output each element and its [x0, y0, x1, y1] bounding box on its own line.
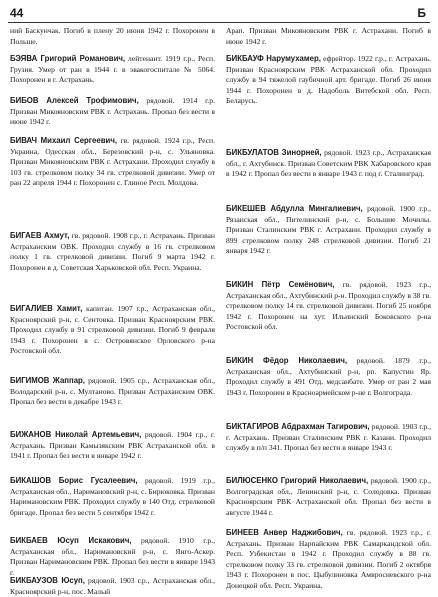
entry [10, 576, 215, 597]
entry-text: рядовой. 1905 г.р., Астраханская обл., Володарский р-н, с. Мултаново. Призван Астраханским ОВК. Пропал без вести в декабре 1943 г. [10, 376, 215, 407]
entry [226, 280, 431, 333]
entry-name: БИГАЛИЕВ Хамит, [10, 304, 83, 313]
entry-text: капитан. 1907 г.р., Астраханская обл., Красноярский р-н, с. Сентовка. Призван Красноярским РВК. Проходил службу в 91 стрелковой дивизии. Погиб 9 февраля 1943 г. Похоронен в с. Островянское Орловского р-на Ростовской обл. [10, 304, 215, 356]
section-letter: Б [417, 6, 426, 20]
entry-name: БИВАЧ Михаил Сергеевич, [10, 136, 118, 145]
entry [10, 430, 215, 462]
entry [10, 136, 215, 189]
entry-text: рядовой. 1914 г.р. Призван Микояновским РВК г. Астрахань. Пропал без вести в июне 1942 г. [10, 96, 215, 127]
entry-name: БИКИН Фёдор Николаевич, [226, 356, 348, 365]
entry-text: рядовой. 1910 г.р., Астраханская обл., Наримановский р-н, с. Янго-Аскер. Призван Наримановским РВК. Пропал без вести в январе 1943 г. [10, 536, 215, 577]
entry-text: Арап. Призван Микояновским РВК г. Астрахани. Погиб в июне 1942 г. [226, 26, 431, 46]
entry-text: рядовой. 1919 г.р., Астраханская обл., Наримановский р-н, с. Бирюковка. Призван Наримановским РВК. Проходил службу в 140 Отд. стрелковой бригаде. Пропал без вести 5 сентября 1942 г. [10, 476, 215, 517]
entry [10, 96, 215, 128]
entry [10, 54, 215, 86]
entry [10, 536, 215, 578]
entry-text: гв. рядовой. 1923 г.р., г. Астрахань. Призван Нарпайским РВК Самаркандской обл. Респ. Узбекистан в 1942 г. Проходил службу в 88 гв. стрелковом полку 33 гв. стрелковой дивизии. Погиб 2 октября 1943 г. Похоронен в пос. Цыбулиновка Амвросиевского р-на Донецкой обл. Респ. Украина. [226, 528, 431, 590]
entry [10, 231, 215, 273]
entry [226, 528, 431, 592]
entry [226, 422, 431, 454]
entry-text: рядовой. 1903 г.р., г. Астрахань. Призван Сталинским РВК г. Казани. Проходил службу в п/п 341. Пропал без вести в январе 1943 г. [226, 422, 431, 453]
entry-name: БИЛЮСЕНКО Григорий Николаевич, [226, 476, 369, 485]
entry-name: БИНЕЕВ Анвер Наджибович, [226, 528, 343, 537]
entry-name: БИБОВ Алексей Трофимович, [10, 96, 139, 105]
entry-text: рядовой. 1903 г.р., Астраханская обл., Красноярский р-н, пос. Малый [10, 576, 215, 596]
entry-name: БИКБУЛАТОВ Зинорней, [226, 148, 322, 157]
entry-text: гв. рядовой. 1924 г.р., Респ. Украина, Одесская обл., Березовский р-н, с. Ульяновка. Призван Микояновским РВК г. Астрахани. Проходил службу в 103 гв. стрелковом полку 34 гв. стрелковой дивизии. Умер от ран 22 апреля 1944 г. Похоронен с. Глиное Респ. Молдова. [10, 136, 215, 188]
entry-name: БИКБАУЗОВ Юсуп, [10, 576, 85, 585]
entry-text: ефрейтор. 1922 г.р., г. Астрахань. Призван Красноярским РВК Астраханской обл. Проходил службу в 94 тяжелой гаубичной арт. бригаде. Погиб 26 июня 1944 г. Похоронен в д. Надоболь Витебской обл. Респ. Беларусь. [226, 54, 431, 106]
entry-continuation [226, 26, 431, 47]
entry-text: рядовой. 1900 г.р., Рязанская обл., Пителинский р-н, с. Большие Мочилы. Призван Сталинским РВК г. Астрахани. Проходил службу в 899 стрелковом полку 248 стрелковой дивизии. Погиб 21 января 1942 г. [226, 204, 431, 256]
page-number: 44 [10, 6, 24, 20]
entry-text: гв. рядовой. 1908 г.р., г. Астрахань. Призван Астраханским ОВК. Проходил службу в 16 гв. стрелковом полку 1 гв. стрелковой дивизии. Погиб 9 марта 1942 г. Похоронен в д. Советская Харьковской обл. Респ. Украина. [10, 231, 215, 272]
entry [10, 376, 215, 408]
header-rule [8, 22, 430, 23]
entry-name: БИКБАЕВ Юсуп Искакович, [10, 536, 132, 545]
entry-name: БИКТАГИРОВ Абдрахман Тагирович, [226, 422, 370, 431]
entry-text: рядовой. 1923 г.р., Астраханская обл., г. Ахтубинск. Призван Советским РВК Хабаровского края в 1942 г. Пропал без вести в январе 1943 г. под г. Сталинград. [226, 148, 431, 179]
entry-name: БИКАШОВ Борис Гусалеевич, [10, 476, 138, 485]
entry-text: рядовой. 1879 г.р., Астраханская обл., Ахтубинский р-н, рп. Капустин Яр. Проходил службу в 491 Отд. медсанбате. Умер от ран 2 мая 1943 г. Похоронен в Красноармейском р-не г. Волгограда. [226, 356, 431, 397]
entry-name: БЭЯВА Григорий Романович, [10, 54, 126, 63]
entry-name: БИКИН Пётр Семёнович, [226, 280, 335, 289]
entry [226, 204, 431, 257]
entry [226, 54, 431, 107]
entry-text: рядовой. 1900 г.р., Волгоградская обл., Ленинский р-н, с. Солодовка. Призван Красноярским РВК Астраханской обл. Пропал без вести в августе 1944 г. [226, 476, 431, 517]
entry [226, 476, 431, 518]
entry [226, 148, 431, 180]
entry-name: БИГАЕВ Ахмут, [10, 231, 70, 240]
entry-name: БИКБАУФ Нарумухамер, [226, 54, 321, 63]
entry [226, 356, 431, 398]
entry-text: лейтенант. 1919 г.р., Респ. Грузия. Умер от ран в 1944 г. в эвакогоспитале № 5064. Похоронен в г. Астрахань. [10, 54, 215, 85]
entry-name: БИКЕШЕВ Абдулла Мингалиевич, [226, 204, 363, 213]
entry-name: БИЖАНОВ Николай Артемьевич, [10, 430, 142, 439]
entry-text: гв. рядовой. 1923 г.р., Астраханская обл., Ахтубинский р-н. Проходил службу в 38 гв. стрелковом полку 14 гв. стрелковой дивизии. Погиб 25 ноября 1942 г. Похоронен на хут. Ильинский Боковского р-на Ростовской обл. [226, 280, 431, 332]
entry [10, 304, 215, 357]
entry-continuation [10, 26, 215, 47]
entry-text: ний Баскунчак. Погиб в плену 20 июня 1942 г. Похоронен в Польше. [10, 26, 215, 46]
entry-name: БИГИМОВ Жаппар, [10, 376, 85, 385]
entry [10, 476, 215, 518]
entry-text: рядовой. 1904 г.р., г. Астрахань. Призван Камызякским РВК Астраханской обл. в 1941 г. Пропал без вести в январе 1942 г. [10, 430, 215, 461]
